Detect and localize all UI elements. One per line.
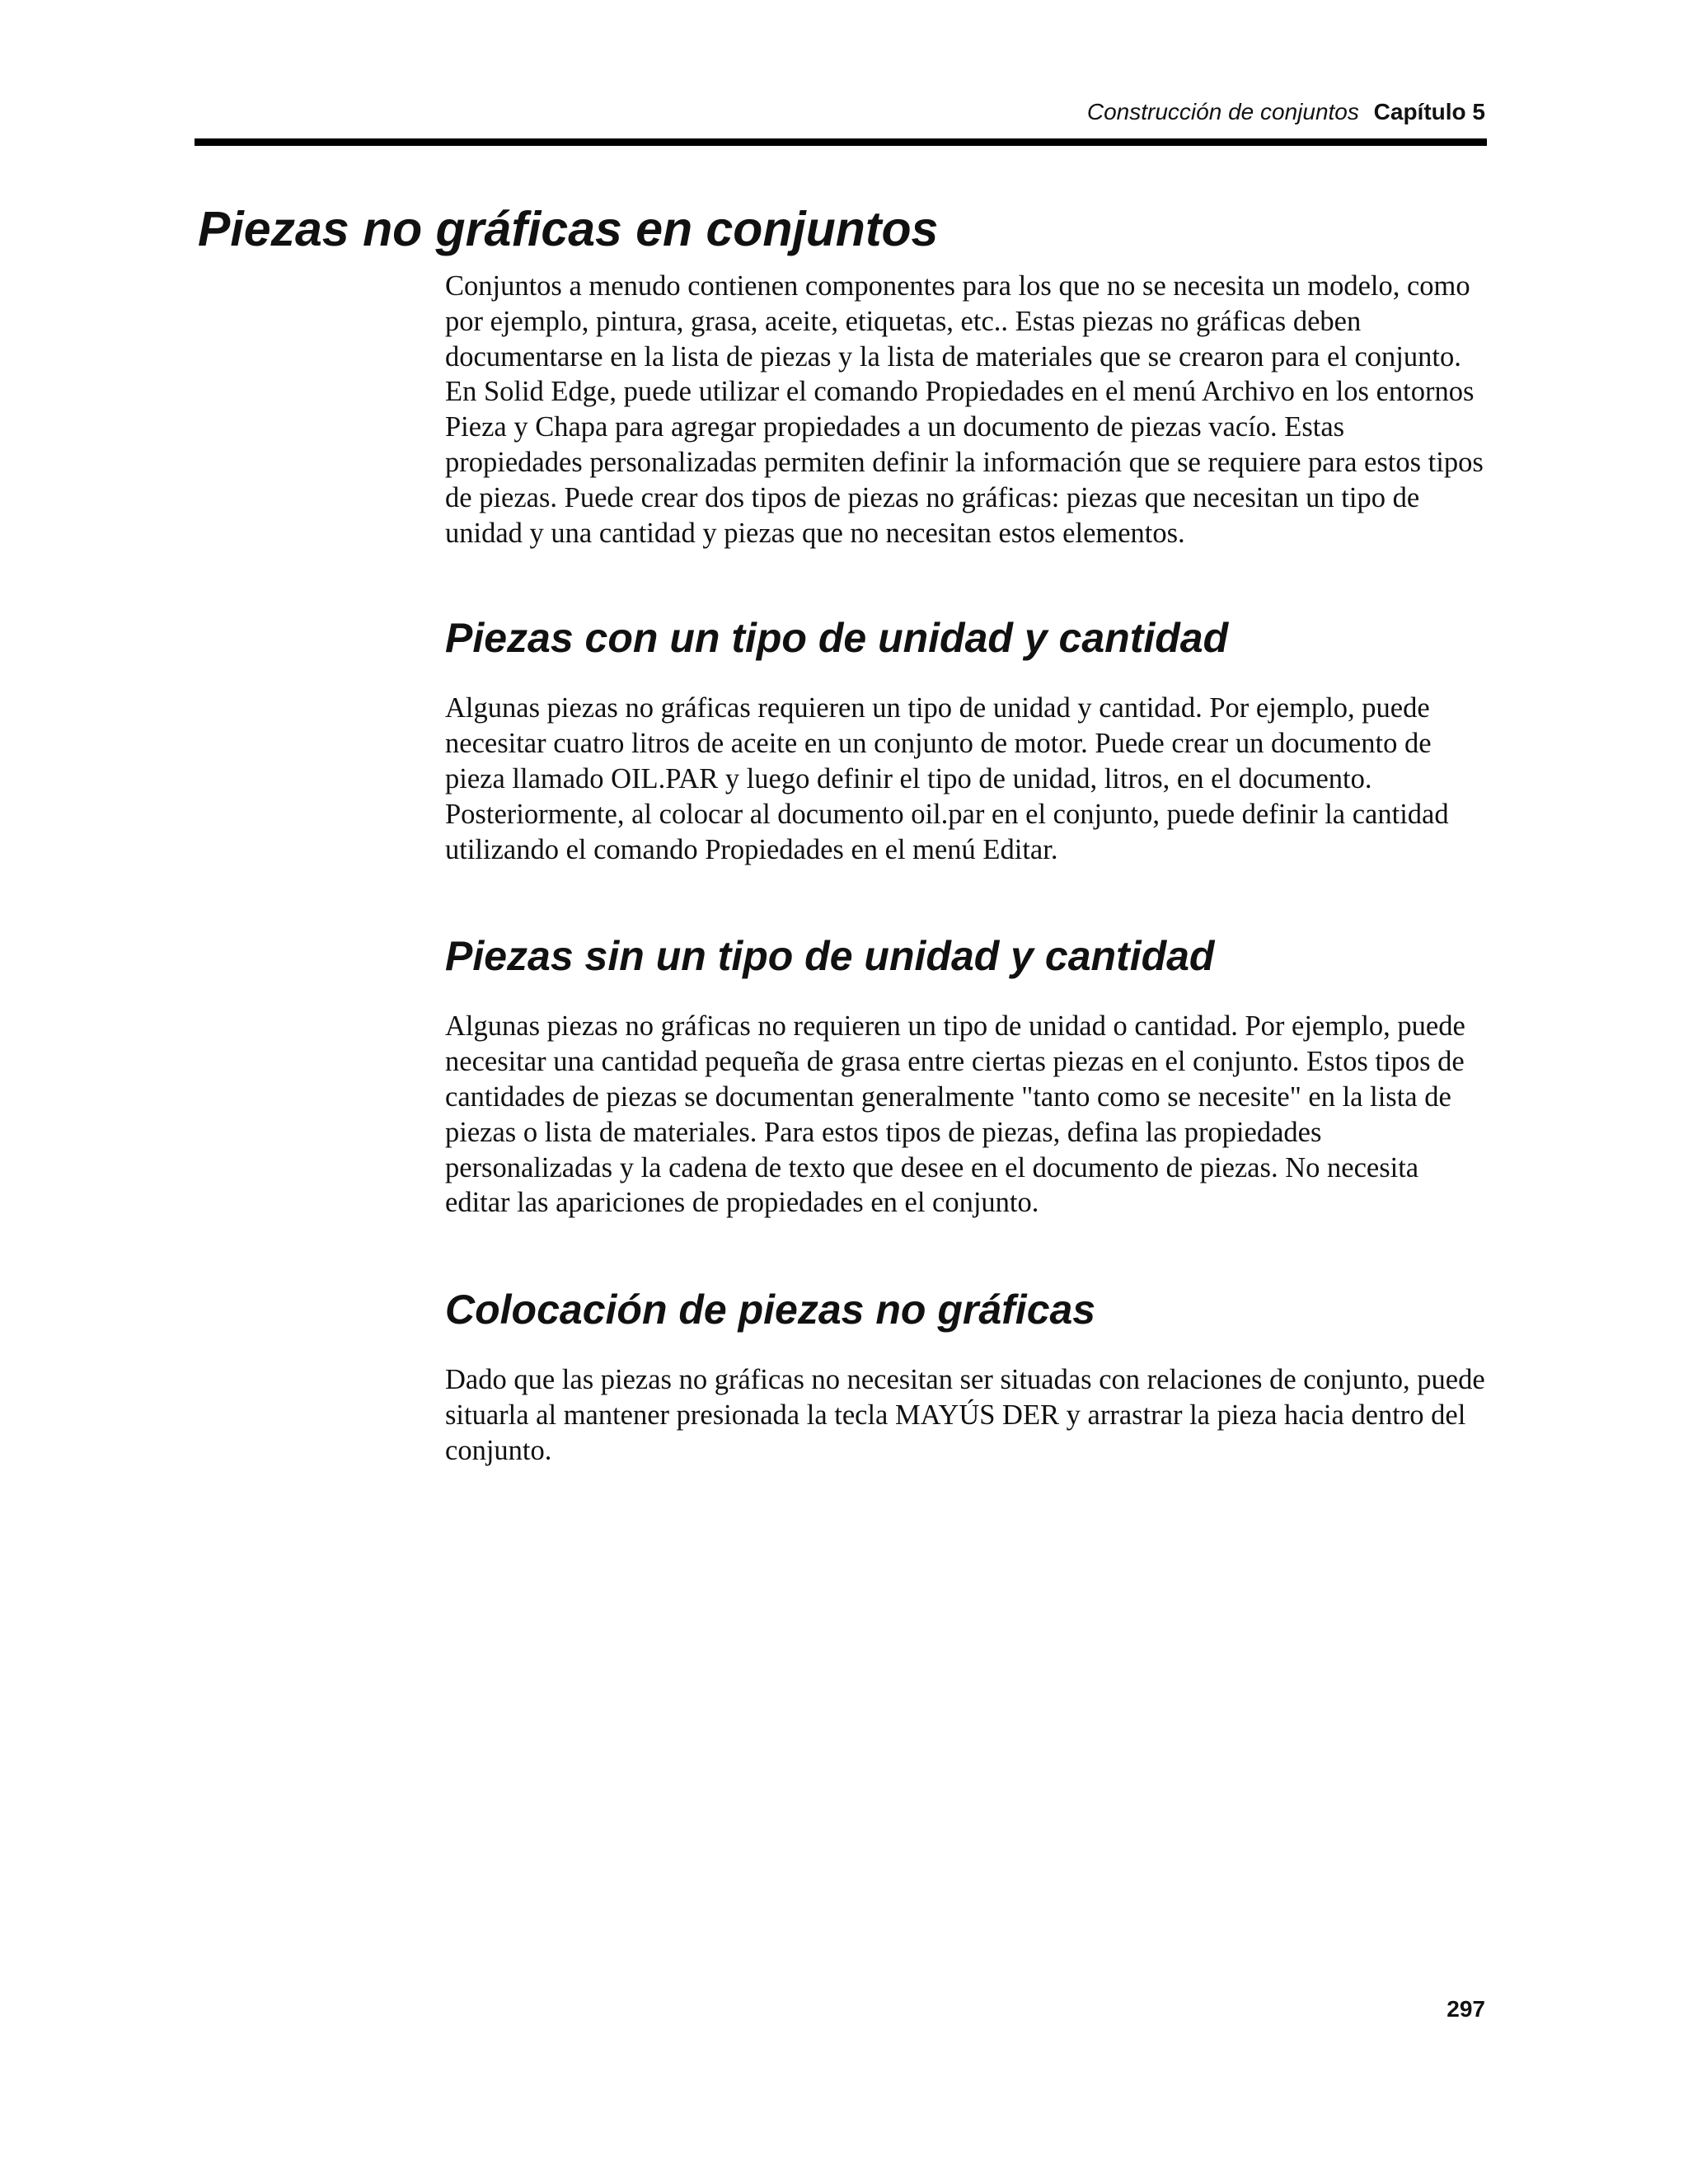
- header-rule: [195, 138, 1487, 146]
- page-number: 297: [1447, 1996, 1485, 2022]
- section-body-without-unit: Algunas piezas no gráficas no requieren un tipo de unidad o cantidad. Por ejemplo, puede necesitar una cantidad pequeña de grasa entre ciertas piezas en el conjunto. Estos tipos de cantidades de piezas se documentan generalmente "tanto como se necesite" en la lista de piezas o lista de materiales. Para estos tipos de piezas, defina las propiedades personalizadas y la cadena de texto que desee en el documento de piezas. No necesita editar las apariciones de propiedades en el conjunto.: [445, 1010, 1465, 1219]
- page-content: [445, 269, 1485, 1469]
- header-section-title: Construcción de conjuntos: [1086, 99, 1359, 124]
- section-body-placement: Dado que las piezas no gráficas no necesitan ser situadas con relaciones de conjunto, puede situarla al mantener presionada la tecla MAYÚS DER y arrastrar la pieza hacia dentro del conjunto.: [445, 1364, 1485, 1466]
- page-title: Piezas no gráficas en conjuntos: [198, 202, 939, 256]
- intro-paragraph: Conjuntos a menudo contienen componentes para los que no se necesita un modelo, como por ejemplo, pintura, grasa, aceite, etiquetas, etc.. Estas piezas no gráficas deben documentarse en la lista de piezas y la lista de materiales que se crearon para el conjunto. En Solid Edge, puede utilizar el comando Propiedades en el menú Archivo en los entornos Pieza y Chapa para agregar propiedades a un documento de piezas vacío. Estas propiedades personalizadas permiten definir la información que se requiere para estos tipos de piezas. Puede crear dos tipos de piezas no gráficas: piezas que necesitan un tipo de unidad y una cantidad y piezas que no necesitan estos elementos.: [445, 270, 1484, 549]
- running-header: [195, 97, 1485, 127]
- section-body-with-unit: Algunas piezas no gráficas requieren un tipo de unidad y cantidad. Por ejemplo, puede necesitar cuatro litros de aceite en un conjunto de motor. Puede crear un documento de pieza llamado OIL.PAR y luego definir el tipo de unidad, litros, en el documento. Posteriormente, al colocar al documento oil.par en el conjunto, puede definir la cantidad utilizando el comando Propiedades en el menú Editar.: [445, 692, 1449, 865]
- section-title-with-unit: Piezas con un tipo de unidad y cantidad: [445, 615, 1229, 662]
- header-chapter-label: Capítulo 5: [1373, 99, 1485, 124]
- section-title-placement: Colocación de piezas no gráficas: [445, 1286, 1096, 1333]
- section-title-without-unit: Piezas sin un tipo de unidad y cantidad: [445, 933, 1215, 980]
